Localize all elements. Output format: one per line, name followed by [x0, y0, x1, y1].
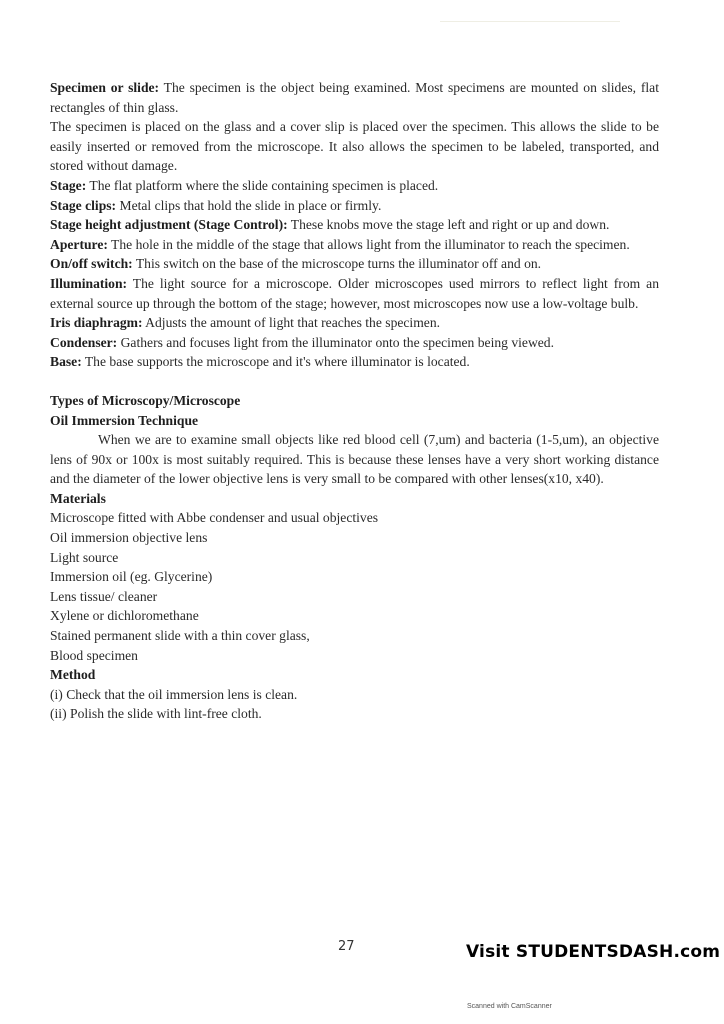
section-subtitle: Oil Immersion Technique	[50, 412, 199, 428]
definition-text: Metal clips that hold the slide in place or firmly.	[116, 197, 382, 213]
materials-item: Immersion oil (eg. Glycerine)	[50, 569, 213, 585]
definition-text: The light source for a microscope. Older microscopes used mirrors to reflect light from an external source up through the bottom of the stage; however, most microscopes now use a low-voltage bulb.	[50, 275, 659, 311]
method-step: (ii) Polish the slide with lint-free cloth.	[50, 706, 262, 722]
document-page	[50, 78, 659, 724]
definition-text: These knobs move the stage left and right or up and down.	[287, 217, 610, 233]
method-heading: Method	[50, 667, 96, 683]
definition-term: Iris diaphragm:	[50, 315, 143, 331]
definition-paragraph	[50, 313, 659, 333]
method-steps	[50, 685, 659, 724]
definition-paragraph	[50, 333, 659, 353]
definition-paragraph	[50, 117, 659, 176]
materials-item: Oil immersion objective lens	[50, 530, 208, 546]
method-step: (i) Check that the oil immersion lens is clean.	[50, 686, 298, 702]
definition-term: On/off switch:	[50, 256, 133, 272]
definition-term: Aperture:	[50, 236, 108, 252]
definition-term: Specimen or slide:	[50, 80, 160, 95]
definition-paragraph	[50, 176, 659, 196]
definition-paragraph	[50, 215, 659, 235]
definition-text: The flat platform where the slide containing specimen is placed.	[86, 177, 439, 193]
definition-paragraph	[50, 78, 659, 117]
definition-paragraph	[50, 274, 659, 313]
definition-term: Stage:	[50, 177, 87, 193]
scanner-note: Scanned with CamScanner	[467, 1003, 552, 1010]
page-number: 27	[338, 939, 355, 954]
definition-text: Gathers and focuses light from the illuminator onto the specimen being viewed.	[117, 334, 554, 350]
definition-paragraph	[50, 352, 659, 372]
materials-item: Light source	[50, 549, 119, 565]
materials-item: Blood specimen	[50, 647, 138, 663]
definition-paragraph	[50, 254, 659, 274]
definitions-list	[50, 78, 659, 372]
definition-text: The hole in the middle of the stage that allows light from the illuminator to reach the specimen.	[107, 236, 630, 252]
definition-term: Condenser:	[50, 334, 118, 350]
definition-text: The base supports the microscope and it's where illuminator is located.	[81, 354, 470, 370]
definition-term: Illumination:	[50, 275, 128, 291]
materials-heading: Materials	[50, 490, 106, 506]
definition-term: Stage clips:	[50, 197, 117, 213]
definition-text: The specimen is placed on the glass and a cover slip is placed over the specimen. This allows the slide to be easily inserted or removed from the microscope. It also allows the specimen to be labeled, transported, and stored without damage.	[50, 119, 659, 174]
materials-item: Xylene or dichloromethane	[50, 608, 199, 624]
watermark-link: Visit STUDENTSDASH.com	[466, 942, 721, 962]
definition-term: Base:	[50, 354, 82, 370]
definition-term: Stage height adjustment (Stage Control):	[50, 217, 288, 233]
materials-item: Lens tissue/ cleaner	[50, 588, 158, 604]
scan-artifact-line	[440, 21, 620, 22]
definition-paragraph	[50, 235, 659, 255]
section-intro: When we are to examine small objects like red blood cell (7,um) and bacteria (1-5,um), an objective lens of 90x or 100x is most suitably required. This is because these lenses have a very short working distance and the diameter of the lower objective lens is very small to be compared with other lenses(x10, x40).	[50, 432, 659, 487]
materials-item: Stained permanent slide with a thin cover glass,	[50, 628, 310, 644]
definition-text: The specimen is the object being examined. Most specimens are mounted on slides, flat rectangles of thin glass.	[50, 80, 659, 115]
section-title: Types of Microscopy/Microscope	[50, 392, 241, 408]
materials-list	[50, 508, 659, 665]
definition-text: This switch on the base of the microscope turns the illuminator off and on.	[132, 256, 542, 272]
definition-text: Adjusts the amount of light that reaches the specimen.	[142, 315, 441, 331]
materials-item: Microscope fitted with Abbe condenser and usual objectives	[50, 510, 379, 526]
definition-paragraph	[50, 196, 659, 216]
